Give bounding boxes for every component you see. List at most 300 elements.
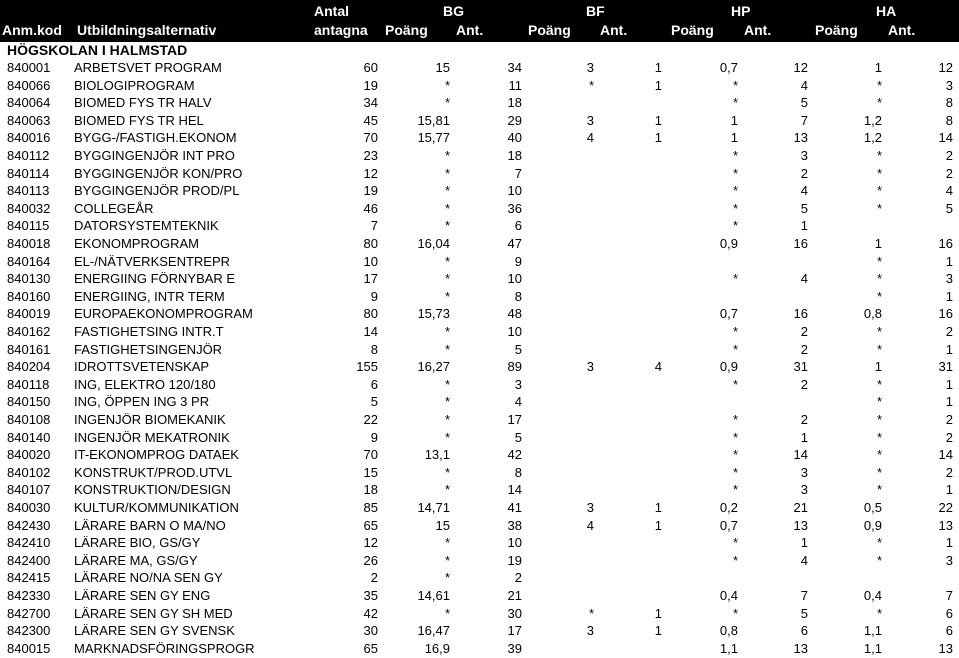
- bg-poang-cell: 16,27: [417, 359, 450, 375]
- bg-poang-cell: *: [444, 253, 450, 269]
- bf-ant-cell: 1: [654, 500, 662, 515]
- anm-kod-cell: 840161: [7, 341, 51, 357]
- bg-poang-cell: *: [444, 482, 450, 498]
- bg-poang-cell: *: [444, 218, 450, 234]
- anm-kod-cell: 840204: [7, 359, 51, 375]
- ha-poang-cell: *: [876, 77, 882, 93]
- hp-ant-cell: 13: [793, 517, 808, 533]
- ha-poang-cell: *: [876, 148, 882, 163]
- hp-ant-cell: 12: [793, 60, 808, 75]
- hp-ant-cell: 21: [793, 500, 808, 515]
- antal-antagna-cell: 65: [363, 640, 378, 656]
- ha-ant-cell: 2: [945, 165, 953, 181]
- bg-ant-cell: 10: [507, 535, 522, 551]
- bf-ant-cell: 1: [654, 112, 662, 128]
- table-row: [0, 77, 959, 95]
- bg-ant-cell: 19: [507, 552, 522, 568]
- header-bf-poang: Poäng: [528, 22, 571, 38]
- antal-antagna-cell: 8: [370, 341, 378, 357]
- program-name-cell: EL-/NÄTVERKSENTREPR: [74, 253, 231, 269]
- table-row: [0, 59, 959, 77]
- bg-ant-cell: 18: [507, 95, 522, 111]
- antal-antagna-cell: 12: [363, 165, 378, 181]
- ha-poang-cell: 1: [874, 359, 882, 375]
- ha-ant-cell: 12: [938, 60, 953, 75]
- bf-ant-cell: 1: [654, 130, 662, 146]
- bg-poang-cell: 16,04: [417, 236, 450, 251]
- hp-poang-cell: 0,8: [719, 623, 738, 639]
- antal-antagna-cell: 42: [363, 605, 378, 621]
- ha-poang-cell: *: [876, 412, 882, 427]
- anm-kod-cell: 840115: [7, 218, 50, 234]
- bg-ant-cell: 7: [514, 165, 522, 181]
- ha-poang-cell: *: [876, 429, 882, 445]
- anm-kod-cell: 840066: [7, 77, 51, 93]
- bf-poang-cell: 3: [586, 60, 594, 75]
- ha-poang-cell: *: [876, 271, 882, 287]
- antal-antagna-cell: 45: [363, 112, 378, 128]
- table-row: [0, 235, 959, 253]
- ha-poang-cell: *: [876, 552, 882, 568]
- hp-ant-cell: 13: [793, 640, 808, 656]
- ha-poang-cell: *: [876, 535, 882, 551]
- program-name-cell: INGENJÖR BIOMEKANIK: [74, 412, 226, 427]
- program-name-cell: ENERGIING, INTR TERM: [74, 288, 225, 304]
- ha-ant-cell: 2: [945, 324, 953, 339]
- hp-poang-cell: *: [732, 429, 738, 445]
- anm-kod-cell: 842300: [7, 623, 51, 639]
- bg-poang-cell: *: [444, 324, 450, 339]
- hp-poang-cell: *: [732, 271, 738, 287]
- program-name-cell: FASTIGHETSING INTR.T: [74, 324, 224, 339]
- bg-ant-cell: 3: [514, 376, 522, 392]
- hp-ant-cell: 5: [800, 95, 808, 111]
- anm-kod-cell: 840118: [7, 376, 50, 392]
- table-row: [0, 534, 959, 552]
- table-row: [0, 481, 959, 499]
- ha-poang-cell: *: [876, 341, 882, 357]
- bf-poang-cell: 3: [586, 500, 594, 515]
- bg-ant-cell: 10: [507, 271, 522, 287]
- table-row: [0, 393, 959, 411]
- program-name-cell: ING, ELEKTRO 120/180: [74, 376, 216, 392]
- hp-poang-cell: 0,2: [719, 500, 738, 515]
- bg-poang-cell: *: [444, 605, 450, 621]
- program-name-cell: IT-EKONOMPROG DATAEK: [74, 447, 239, 463]
- antal-antagna-cell: 19: [363, 183, 378, 199]
- ha-ant-cell: 1: [945, 376, 953, 392]
- hp-poang-cell: 0,7: [719, 517, 738, 533]
- anm-kod-cell: 840130: [7, 271, 51, 287]
- table-row: [0, 552, 959, 570]
- program-name-cell: LÄRARE BARN O MA/NO: [74, 517, 226, 533]
- anm-kod-cell: 840108: [7, 412, 51, 427]
- anm-kod-cell: 840160: [7, 288, 51, 304]
- program-name-cell: ENERGIING FÖRNYBAR E: [74, 271, 236, 287]
- header-bg-ant: Ant.: [456, 22, 484, 38]
- table-header: [0, 0, 959, 42]
- ha-ant-cell: 8: [945, 112, 953, 128]
- ha-ant-cell: 1: [945, 253, 953, 269]
- ha-poang-cell: 1,1: [863, 640, 882, 656]
- bf-poang-cell: 3: [586, 623, 594, 639]
- antal-antagna-cell: 2: [370, 570, 378, 586]
- antal-antagna-cell: 80: [363, 306, 378, 322]
- antal-antagna-cell: 155: [356, 359, 378, 375]
- anm-kod-cell: 840112: [7, 148, 50, 163]
- anm-kod-cell: 840030: [7, 500, 51, 515]
- bg-poang-cell: 16,47: [417, 623, 450, 639]
- ha-poang-cell: *: [876, 605, 882, 621]
- antal-antagna-cell: 18: [363, 482, 378, 498]
- antal-antagna-cell: 10: [363, 253, 378, 269]
- hp-ant-cell: 5: [800, 605, 808, 621]
- header-ha-poang: Poäng: [815, 22, 858, 38]
- anm-kod-cell: 840102: [7, 464, 51, 480]
- header-hp: HP: [731, 3, 751, 19]
- antal-antagna-cell: 19: [363, 77, 378, 93]
- bf-poang-cell: *: [588, 77, 594, 93]
- bg-poang-cell: 15,73: [417, 306, 450, 322]
- header-bg-poang: Poäng: [385, 22, 428, 38]
- antal-antagna-cell: 65: [363, 517, 378, 533]
- table-row: [0, 464, 959, 482]
- bg-poang-cell: *: [444, 271, 450, 287]
- table-row: [0, 94, 959, 112]
- anm-kod-cell: 842415: [7, 570, 51, 586]
- bg-ant-cell: 38: [507, 517, 522, 533]
- ha-poang-cell: *: [876, 482, 882, 498]
- table-row: [0, 129, 959, 147]
- anm-kod-cell: 840063: [7, 112, 51, 128]
- anm-kod-cell: 842410: [7, 535, 51, 551]
- header-antagna: antagna: [314, 22, 368, 38]
- bg-poang-cell: 15,77: [417, 130, 450, 146]
- table-row: [0, 517, 959, 535]
- bg-ant-cell: 39: [507, 640, 522, 656]
- program-name-cell: EUROPAEKONOMPROGRAM: [74, 306, 253, 322]
- ha-ant-cell: 4: [945, 183, 953, 199]
- hp-ant-cell: 16: [793, 306, 808, 322]
- ha-poang-cell: *: [876, 200, 882, 216]
- ha-ant-cell: 16: [938, 306, 953, 322]
- anm-kod-cell: 840001: [7, 60, 51, 75]
- table-row: [0, 253, 959, 271]
- ha-poang-cell: *: [876, 376, 882, 392]
- hp-poang-cell: *: [732, 218, 738, 234]
- anm-kod-cell: 840019: [7, 306, 51, 322]
- header-bf-ant: Ant.: [600, 22, 628, 38]
- antal-antagna-cell: 35: [363, 588, 378, 603]
- hp-ant-cell: 7: [800, 588, 808, 603]
- table-row: [0, 640, 959, 658]
- ha-poang-cell: 0,8: [863, 306, 882, 322]
- hp-ant-cell: 4: [800, 77, 808, 93]
- ha-poang-cell: *: [876, 288, 882, 304]
- anm-kod-cell: 840140: [7, 429, 51, 445]
- ha-ant-cell: 8: [945, 95, 953, 111]
- table-row: [0, 569, 959, 587]
- hp-ant-cell: 1: [800, 429, 808, 445]
- hp-poang-cell: *: [732, 165, 738, 181]
- header-hp-poang: Poäng: [671, 22, 714, 38]
- table-row: [0, 446, 959, 464]
- bg-poang-cell: *: [444, 77, 450, 93]
- bg-poang-cell: *: [444, 148, 450, 163]
- bg-poang-cell: 14,71: [417, 500, 450, 515]
- antal-antagna-cell: 60: [363, 60, 378, 75]
- ha-poang-cell: 0,4: [863, 588, 882, 603]
- hp-poang-cell: *: [732, 482, 738, 498]
- program-name-cell: BYGGINGENJÖR INT PRO: [74, 148, 235, 163]
- ha-poang-cell: 1,2: [863, 112, 882, 128]
- bf-ant-cell: 1: [654, 60, 662, 75]
- antal-antagna-cell: 30: [363, 623, 378, 639]
- bf-poang-cell: 4: [586, 130, 594, 146]
- antal-antagna-cell: 26: [363, 552, 378, 568]
- bf-poang-cell: *: [588, 605, 594, 621]
- hp-poang-cell: *: [732, 341, 738, 357]
- bg-ant-cell: 6: [514, 218, 522, 234]
- anm-kod-cell: 840162: [7, 324, 51, 339]
- bg-poang-cell: 13,1: [424, 447, 450, 463]
- hp-poang-cell: *: [732, 200, 738, 216]
- header-ha-ant: Ant.: [888, 22, 916, 38]
- antal-antagna-cell: 6: [370, 376, 378, 392]
- antal-antagna-cell: 23: [363, 148, 378, 163]
- hp-poang-cell: *: [732, 324, 738, 339]
- bf-ant-cell: 4: [654, 359, 662, 375]
- anm-kod-cell: 840114: [7, 165, 50, 181]
- anm-kod-cell: 842330: [7, 588, 51, 603]
- header-bf: BF: [586, 3, 605, 19]
- anm-kod-cell: 842430: [7, 517, 51, 533]
- header-utbildningsalternativ: Utbildningsalternativ: [77, 22, 217, 38]
- program-name-cell: BYGGINGENJÖR PROD/PL: [74, 183, 240, 199]
- bg-ant-cell: 40: [507, 130, 522, 146]
- program-name-cell: IDROTTSVETENSKAP: [74, 359, 210, 375]
- bg-poang-cell: 16,9: [424, 640, 450, 656]
- anm-kod-cell: 840015: [7, 640, 51, 656]
- bg-ant-cell: 89: [507, 359, 522, 375]
- bg-ant-cell: 30: [507, 605, 522, 621]
- hp-poang-cell: 0,9: [719, 236, 738, 251]
- bg-poang-cell: *: [444, 200, 450, 216]
- ha-ant-cell: 2: [945, 412, 953, 427]
- school-name: HÖGSKOLAN I HALMSTAD: [7, 42, 188, 58]
- bg-ant-cell: 34: [507, 60, 522, 75]
- table-row: [0, 605, 959, 623]
- program-name-cell: EKONOMPROGRAM: [74, 236, 199, 251]
- table-row: [0, 217, 959, 235]
- hp-ant-cell: 2: [800, 412, 808, 427]
- table-row: [0, 429, 959, 447]
- hp-poang-cell: 1,1: [719, 640, 738, 656]
- program-name-cell: FASTIGHETSINGENJÖR: [74, 341, 223, 357]
- table-row: [0, 587, 959, 605]
- bg-poang-cell: *: [444, 464, 450, 480]
- hp-ant-cell: 3: [800, 148, 808, 163]
- antal-antagna-cell: 70: [363, 447, 378, 463]
- antal-antagna-cell: 15: [363, 464, 378, 480]
- header-hp-ant: Ant.: [744, 22, 772, 38]
- antal-antagna-cell: 22: [363, 412, 378, 427]
- program-name-cell: BIOMED FYS TR HALV: [74, 95, 212, 111]
- antal-antagna-cell: 14: [363, 324, 378, 339]
- ha-ant-cell: 2: [945, 148, 953, 163]
- program-name-cell: ING, ÖPPEN ING 3 PR: [74, 394, 210, 410]
- hp-poang-cell: *: [732, 77, 738, 93]
- antal-antagna-cell: 85: [363, 500, 378, 515]
- hp-poang-cell: *: [732, 148, 738, 163]
- hp-ant-cell: 5: [800, 200, 808, 216]
- hp-ant-cell: 1: [800, 218, 808, 234]
- program-name-cell: INGENJÖR MEKATRONIK: [74, 429, 230, 445]
- bg-ant-cell: 29: [507, 112, 522, 128]
- table-row: [0, 112, 959, 130]
- bf-ant-cell: 1: [654, 623, 662, 639]
- hp-poang-cell: 0,4: [719, 588, 738, 603]
- hp-ant-cell: 3: [800, 464, 808, 480]
- hp-ant-cell: 1: [800, 535, 808, 551]
- program-name-cell: COLLEGEÅR: [74, 200, 154, 216]
- bg-ant-cell: 41: [507, 500, 522, 515]
- bg-ant-cell: 42: [507, 447, 522, 463]
- hp-ant-cell: 2: [800, 376, 808, 392]
- bf-poang-cell: 3: [586, 112, 594, 128]
- hp-poang-cell: *: [732, 464, 738, 480]
- bg-poang-cell: *: [444, 95, 450, 111]
- ha-ant-cell: 5: [945, 200, 953, 216]
- bg-ant-cell: 14: [507, 482, 522, 498]
- ha-poang-cell: 0,9: [863, 517, 882, 533]
- hp-poang-cell: 0,7: [719, 306, 738, 322]
- ha-ant-cell: 2: [945, 429, 953, 445]
- table-row: [0, 182, 959, 200]
- program-name-cell: KONSTRUKT/PROD.UTVL: [74, 464, 233, 480]
- bg-poang-cell: 15: [435, 517, 450, 533]
- bg-poang-cell: 15: [435, 60, 450, 75]
- program-name-cell: KONSTRUKTION/DESIGN: [74, 482, 231, 498]
- hp-ant-cell: 3: [800, 482, 808, 498]
- hp-ant-cell: 4: [800, 552, 808, 568]
- hp-ant-cell: 31: [793, 359, 808, 375]
- table-row: [0, 341, 959, 359]
- bg-poang-cell: *: [444, 394, 450, 410]
- ha-ant-cell: 6: [945, 605, 953, 621]
- bg-poang-cell: *: [444, 183, 450, 199]
- ha-ant-cell: 3: [945, 552, 953, 568]
- ha-ant-cell: 31: [938, 359, 953, 375]
- program-name-cell: BYGG-/FASTIGH.EKONOM: [74, 130, 237, 146]
- hp-ant-cell: 14: [793, 447, 808, 463]
- antal-antagna-cell: 5: [370, 394, 378, 410]
- ha-poang-cell: *: [876, 95, 882, 111]
- antal-antagna-cell: 34: [363, 95, 378, 111]
- anm-kod-cell: 840107: [7, 482, 51, 498]
- anm-kod-cell: 840032: [7, 200, 51, 216]
- hp-ant-cell: 13: [793, 130, 808, 146]
- ha-poang-cell: 1: [874, 236, 882, 251]
- ha-ant-cell: 14: [938, 130, 953, 146]
- table-row: [0, 358, 959, 376]
- antal-antagna-cell: 9: [370, 429, 378, 445]
- ha-poang-cell: *: [876, 394, 882, 410]
- ha-poang-cell: *: [876, 165, 882, 181]
- bg-ant-cell: 4: [514, 394, 522, 410]
- antal-antagna-cell: 7: [370, 218, 378, 234]
- bg-poang-cell: *: [444, 341, 450, 357]
- bg-poang-cell: *: [444, 376, 450, 392]
- program-name-cell: BIOLOGIPROGRAM: [74, 77, 195, 93]
- program-name-cell: BIOMED FYS TR HEL: [74, 112, 204, 128]
- bg-ant-cell: 17: [507, 623, 522, 639]
- ha-poang-cell: *: [876, 253, 882, 269]
- bg-ant-cell: 5: [514, 341, 522, 357]
- table-row: [0, 305, 959, 323]
- table-row: [0, 622, 959, 640]
- anm-kod-cell: 842700: [7, 605, 51, 621]
- program-name-cell: ARBETSVET PROGRAM: [74, 60, 222, 75]
- hp-poang-cell: *: [732, 535, 738, 551]
- header-anm-kod: Anm.kod: [2, 22, 62, 38]
- bg-ant-cell: 9: [514, 253, 522, 269]
- program-name-cell: DATORSYSTEMTEKNIK: [74, 218, 219, 234]
- hp-poang-cell: *: [732, 605, 738, 621]
- antal-antagna-cell: 12: [363, 535, 378, 551]
- bg-ant-cell: 47: [507, 236, 522, 251]
- anm-kod-cell: 840113: [7, 183, 50, 199]
- bg-poang-cell: *: [444, 165, 450, 181]
- anm-kod-cell: 840020: [7, 447, 51, 463]
- antal-antagna-cell: 17: [363, 271, 378, 287]
- bg-poang-cell: 14,61: [417, 588, 450, 603]
- ha-ant-cell: 2: [945, 464, 953, 480]
- ha-poang-cell: *: [876, 447, 882, 463]
- table-row: [0, 411, 959, 429]
- bf-ant-cell: 1: [654, 605, 662, 621]
- anm-kod-cell: 840164: [7, 253, 51, 269]
- program-name-cell: LÄRARE SEN GY SVENSK: [74, 623, 235, 639]
- program-name-cell: MARKNADSFÖRINGSPROGR: [74, 640, 255, 656]
- antal-antagna-cell: 70: [363, 130, 378, 146]
- program-name-cell: LÄRARE MA, GS/GY: [74, 552, 198, 568]
- bg-ant-cell: 10: [507, 324, 522, 339]
- anm-kod-cell: 840150: [7, 394, 51, 410]
- hp-poang-cell: *: [732, 552, 738, 568]
- ha-poang-cell: 0,5: [863, 500, 882, 515]
- ha-ant-cell: 1: [945, 394, 953, 410]
- hp-ant-cell: 16: [793, 236, 808, 251]
- anm-kod-cell: 840018: [7, 236, 51, 251]
- bg-poang-cell: *: [444, 552, 450, 568]
- bg-poang-cell: *: [444, 288, 450, 304]
- table-row: [0, 165, 959, 183]
- bg-poang-cell: 15,81: [417, 112, 450, 128]
- hp-poang-cell: 1: [730, 130, 738, 146]
- bg-ant-cell: 18: [507, 148, 522, 163]
- hp-ant-cell: 7: [800, 112, 808, 128]
- anm-kod-cell: 842400: [7, 552, 51, 568]
- ha-poang-cell: 1,2: [863, 130, 882, 146]
- hp-poang-cell: *: [732, 376, 738, 392]
- bg-ant-cell: 10: [507, 183, 522, 199]
- ha-poang-cell: 1,1: [863, 623, 882, 639]
- ha-ant-cell: 6: [945, 623, 953, 639]
- hp-poang-cell: 0,7: [719, 60, 738, 75]
- bg-poang-cell: *: [444, 570, 450, 586]
- ha-ant-cell: 7: [945, 588, 953, 603]
